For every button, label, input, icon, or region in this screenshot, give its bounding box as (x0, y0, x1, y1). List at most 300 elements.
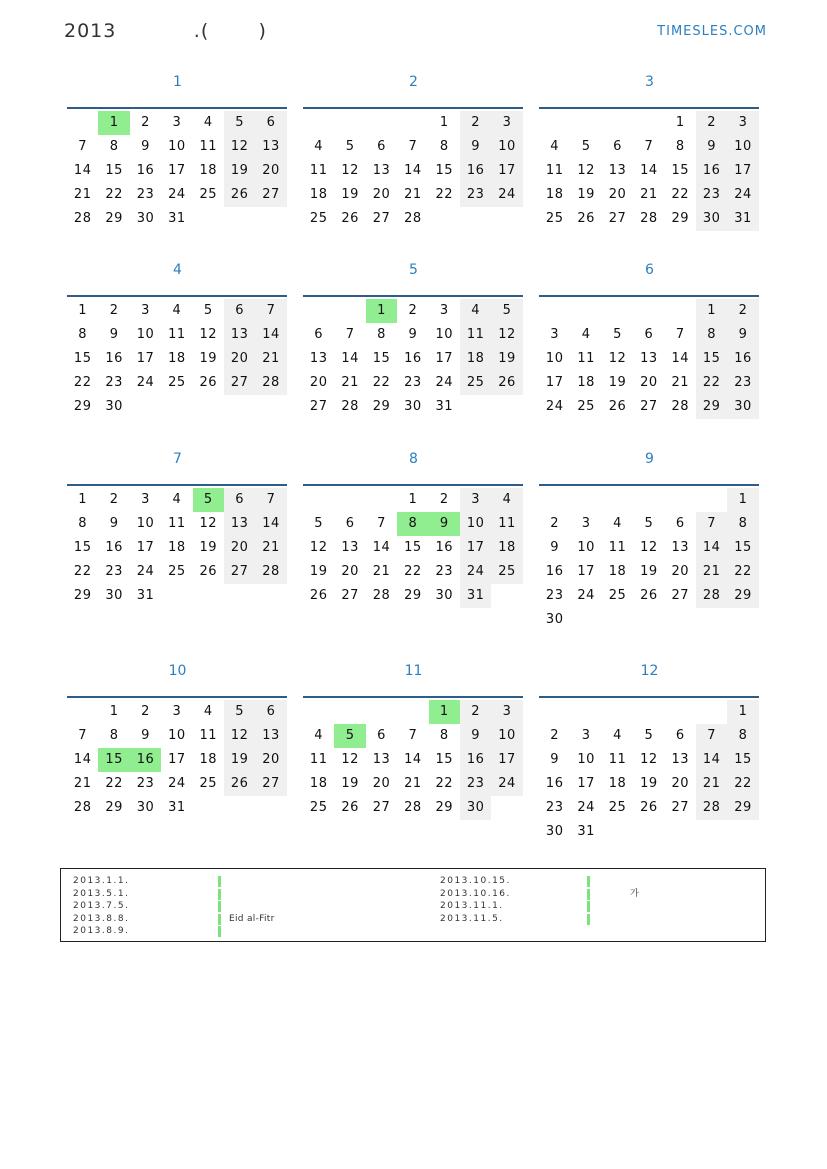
day-cell: 7 (377, 516, 386, 531)
empty-day-cell (67, 700, 98, 724)
holiday-marker (587, 876, 590, 887)
day-cell: 24 (491, 183, 522, 207)
day-cell: 8 (397, 512, 428, 536)
day-cell: 5 (193, 488, 224, 512)
empty-day-cell (397, 700, 428, 724)
day-cell: 15 (372, 351, 391, 366)
day-cell: 18 (309, 187, 328, 202)
day-cell: 18 (309, 776, 328, 791)
holiday-marker (218, 901, 221, 912)
day-cell: 20 (372, 187, 391, 202)
empty-day-cell (193, 584, 224, 608)
day-cell: 24 (545, 399, 564, 414)
day-cell: 13 (372, 163, 391, 178)
empty-day-cell (539, 299, 570, 323)
day-cell: 5 (613, 327, 622, 342)
day-cell: 6 (314, 327, 324, 342)
empty-day-cell (696, 700, 727, 724)
day-cell: 21 (404, 776, 422, 791)
day-cell: 22 (435, 776, 454, 791)
day-cell: 26 (608, 399, 627, 414)
day-cell: 12 (608, 351, 627, 366)
empty-day-cell (255, 584, 286, 608)
day-cell: 8 (78, 516, 88, 531)
empty-day-cell (334, 111, 365, 135)
day-cell: 13 (640, 351, 658, 366)
day-cell: 23 (404, 375, 422, 390)
holiday-marker (218, 876, 221, 887)
empty-day-cell (303, 111, 334, 135)
day-cell: 21 (255, 536, 286, 560)
legend-column-right (440, 875, 760, 925)
day-cell: 2 (460, 700, 491, 724)
day-cell: 20 (255, 748, 286, 772)
empty-day-cell (633, 111, 664, 135)
day-cell: 7 (644, 139, 654, 154)
day-cell: 28 (696, 584, 727, 608)
day-cell: 29 (105, 800, 123, 815)
day-cell: 9 (141, 139, 150, 154)
day-cell: 16 (435, 540, 454, 555)
month-grid (67, 696, 287, 820)
empty-day-cell (570, 700, 601, 724)
day-cell: 16 (460, 748, 491, 772)
day-cell: 30 (460, 796, 491, 820)
month-grid (303, 696, 523, 820)
day-cell: 2 (727, 299, 758, 323)
day-cell: 11 (309, 752, 328, 767)
day-cell: 5 (644, 516, 654, 531)
day-cell: 8 (109, 728, 119, 743)
day-cell: 14 (73, 752, 92, 767)
empty-day-cell (460, 207, 491, 231)
empty-day-cell (491, 395, 522, 419)
holiday-date: 2013.10.15. (440, 876, 511, 886)
day-cell: 8 (439, 728, 449, 743)
day-cell: 7 (408, 139, 418, 154)
day-cell: 27 (671, 800, 690, 815)
day-cell: 30 (105, 399, 123, 414)
day-cell: 24 (460, 560, 491, 584)
legend-entry (440, 875, 760, 888)
day-cell: 19 (224, 159, 255, 183)
day-cell: 24 (577, 800, 595, 815)
day-cell: 20 (341, 564, 359, 579)
day-cell: 25 (309, 211, 328, 226)
day-cell: 8 (109, 139, 119, 154)
day-cell: 17 (491, 748, 522, 772)
day-cell: 9 (429, 512, 460, 536)
day-cell: 27 (224, 560, 255, 584)
empty-day-cell (224, 207, 255, 231)
month-title: 8 (409, 451, 418, 467)
day-cell: 16 (545, 776, 564, 791)
day-cell: 3 (727, 111, 758, 135)
day-cell: 24 (577, 588, 595, 603)
day-cell: 23 (105, 564, 123, 579)
day-cell: 8 (377, 327, 386, 342)
day-cell: 24 (727, 183, 758, 207)
day-cell: 10 (545, 351, 564, 366)
day-cell: 12 (224, 724, 255, 748)
day-cell: 4 (314, 139, 324, 154)
day-cell: 26 (199, 375, 218, 390)
day-cell: 14 (255, 512, 286, 536)
day-cell: 5 (203, 303, 213, 318)
day-cell: 18 (168, 351, 186, 366)
day-cell: 28 (255, 371, 286, 395)
month-title: 2 (409, 74, 418, 90)
day-cell: 28 (404, 800, 422, 815)
day-cell: 17 (136, 540, 155, 555)
day-cell: 6 (644, 327, 654, 342)
day-cell: 26 (577, 211, 595, 226)
day-cell: 1 (109, 704, 119, 719)
day-cell: 1 (98, 111, 129, 135)
day-cell: 16 (545, 564, 564, 579)
empty-day-cell (491, 207, 522, 231)
holiday-date: 2013.10.16. (440, 888, 511, 899)
day-cell: 27 (372, 800, 391, 815)
day-cell: 18 (460, 347, 491, 371)
day-cell: 30 (136, 211, 155, 226)
legend-entry (73, 913, 413, 926)
month-grid (539, 696, 759, 844)
day-cell: 10 (727, 135, 758, 159)
empty-day-cell (602, 111, 633, 135)
day-cell: 18 (608, 776, 627, 791)
empty-day-cell (303, 299, 334, 323)
day-cell: 22 (105, 187, 123, 202)
empty-day-cell (539, 488, 570, 512)
day-cell: 18 (577, 375, 595, 390)
day-cell: 1 (727, 488, 758, 512)
day-cell: 21 (696, 560, 727, 584)
day-cell: 22 (671, 187, 690, 202)
day-cell: 1 (675, 115, 685, 130)
holiday-marker (218, 914, 221, 925)
day-cell: 2 (408, 303, 418, 318)
day-cell: 3 (141, 303, 150, 318)
month-title: 11 (404, 663, 423, 679)
day-cell: 3 (491, 700, 522, 724)
day-cell: 9 (727, 323, 758, 347)
day-cell: 26 (640, 588, 658, 603)
day-cell: 9 (109, 516, 119, 531)
empty-day-cell (665, 488, 696, 512)
day-cell: 23 (136, 776, 155, 791)
month-grid (67, 107, 287, 231)
empty-day-cell (429, 207, 460, 231)
day-cell: 5 (314, 516, 324, 531)
empty-day-cell (602, 700, 633, 724)
day-cell: 21 (341, 375, 359, 390)
holiday-date: 2013.5.1. (73, 888, 130, 899)
empty-day-cell (67, 111, 98, 135)
day-cell: 14 (372, 540, 391, 555)
day-cell: 10 (168, 728, 186, 743)
empty-day-cell (397, 111, 428, 135)
day-cell: 14 (696, 536, 727, 560)
legend-column-left (73, 875, 413, 938)
day-cell: 3 (581, 728, 591, 743)
day-cell: 6 (675, 516, 685, 531)
month-title: 9 (645, 451, 654, 467)
day-cell: 16 (727, 347, 758, 371)
day-cell: 30 (435, 588, 454, 603)
day-cell: 29 (105, 211, 123, 226)
month-title: 3 (645, 74, 654, 90)
day-cell: 11 (168, 327, 186, 342)
month-grid (303, 107, 523, 231)
day-cell: 16 (105, 351, 123, 366)
day-cell: 17 (460, 536, 491, 560)
empty-day-cell (602, 608, 633, 632)
day-cell: 24 (435, 375, 454, 390)
day-cell: 18 (491, 536, 522, 560)
day-cell: 23 (696, 183, 727, 207)
day-cell: 22 (105, 776, 123, 791)
day-cell: 24 (136, 564, 155, 579)
day-cell: 13 (255, 135, 286, 159)
day-cell: 11 (199, 728, 218, 743)
month-title: 1 (173, 74, 182, 90)
day-cell: 16 (136, 163, 155, 178)
empty-day-cell (633, 608, 664, 632)
day-cell: 6 (613, 139, 622, 154)
day-cell: 7 (255, 488, 286, 512)
day-cell: 24 (491, 772, 522, 796)
day-cell: 22 (73, 375, 92, 390)
day-cell: 27 (608, 211, 627, 226)
day-cell: 17 (136, 351, 155, 366)
day-cell: 7 (345, 327, 355, 342)
empty-day-cell (130, 395, 161, 419)
day-cell: 4 (172, 492, 182, 507)
empty-day-cell (570, 488, 601, 512)
empty-day-cell (255, 395, 286, 419)
day-cell: 22 (435, 187, 454, 202)
month-title: 5 (409, 262, 418, 278)
day-cell: 15 (727, 748, 758, 772)
day-cell: 6 (345, 516, 355, 531)
day-cell: 6 (224, 299, 255, 323)
day-cell: 8 (439, 139, 449, 154)
day-cell: 31 (577, 824, 595, 839)
day-cell: 15 (105, 163, 123, 178)
day-cell: 19 (577, 187, 595, 202)
empty-day-cell (696, 608, 727, 632)
day-cell: 1 (366, 299, 397, 323)
day-cell: 15 (435, 752, 454, 767)
day-cell: 19 (491, 347, 522, 371)
day-cell: 26 (224, 183, 255, 207)
day-cell: 3 (172, 704, 182, 719)
day-cell: 3 (439, 303, 449, 318)
day-cell: 3 (581, 516, 591, 531)
day-cell: 10 (491, 724, 522, 748)
day-cell: 6 (224, 488, 255, 512)
month-grid (67, 295, 287, 419)
empty-day-cell (491, 796, 522, 820)
day-cell: 8 (675, 139, 685, 154)
day-cell: 20 (255, 159, 286, 183)
empty-day-cell (491, 584, 522, 608)
day-cell: 16 (460, 159, 491, 183)
day-cell: 14 (73, 163, 92, 178)
day-cell: 20 (671, 776, 690, 791)
day-cell: 13 (255, 724, 286, 748)
day-cell: 17 (577, 776, 595, 791)
day-cell: 4 (460, 299, 491, 323)
day-cell: 31 (168, 211, 186, 226)
empty-day-cell (224, 796, 255, 820)
day-cell: 2 (696, 111, 727, 135)
day-cell: 12 (491, 323, 522, 347)
day-cell: 4 (581, 327, 591, 342)
day-cell: 15 (696, 347, 727, 371)
day-cell: 10 (491, 135, 522, 159)
day-cell: 13 (372, 752, 391, 767)
day-cell: 19 (608, 375, 627, 390)
day-cell: 15 (73, 351, 92, 366)
empty-day-cell (665, 608, 696, 632)
day-cell: 30 (136, 800, 155, 815)
day-cell: 25 (168, 564, 186, 579)
day-cell: 2 (109, 492, 119, 507)
day-cell: 13 (671, 752, 690, 767)
empty-day-cell (602, 820, 633, 844)
day-cell: 17 (168, 752, 186, 767)
day-cell: 22 (372, 375, 391, 390)
empty-day-cell (696, 820, 727, 844)
empty-day-cell (303, 700, 334, 724)
day-cell: 1 (439, 115, 449, 130)
holiday-date: 2013.11.1. (440, 901, 504, 911)
empty-day-cell (665, 700, 696, 724)
day-cell: 13 (309, 351, 328, 366)
day-cell: 6 (377, 728, 386, 743)
day-cell: 13 (224, 323, 255, 347)
day-cell: 30 (404, 399, 422, 414)
legend-entry (73, 925, 413, 938)
empty-day-cell (334, 700, 365, 724)
day-cell: 19 (341, 187, 359, 202)
day-cell: 3 (460, 488, 491, 512)
empty-day-cell (570, 299, 601, 323)
day-cell: 13 (608, 163, 627, 178)
day-cell: 8 (696, 323, 727, 347)
day-cell: 12 (640, 752, 658, 767)
empty-day-cell (602, 299, 633, 323)
day-cell: 4 (491, 488, 522, 512)
day-cell: 24 (168, 776, 186, 791)
day-cell: 25 (309, 800, 328, 815)
day-cell: 4 (203, 704, 213, 719)
day-cell: 5 (224, 111, 255, 135)
day-cell: 14 (671, 351, 690, 366)
day-cell: 25 (577, 399, 595, 414)
day-cell: 5 (224, 700, 255, 724)
day-cell: 23 (435, 564, 454, 579)
day-cell: 25 (608, 588, 627, 603)
day-cell: 31 (460, 584, 491, 608)
day-cell: 28 (341, 399, 359, 414)
holiday-date: 2013.8.9. (73, 926, 130, 936)
day-cell: 1 (696, 299, 727, 323)
day-cell: 26 (309, 588, 328, 603)
day-cell: 4 (314, 728, 324, 743)
day-cell: 29 (671, 211, 690, 226)
month-title: 6 (645, 262, 654, 278)
day-cell: 25 (199, 187, 218, 202)
empty-day-cell (633, 820, 664, 844)
day-cell: 28 (671, 399, 690, 414)
holiday-legend (60, 868, 766, 942)
day-cell: 26 (224, 772, 255, 796)
day-cell: 15 (98, 748, 129, 772)
empty-day-cell (366, 700, 397, 724)
empty-day-cell (665, 820, 696, 844)
empty-day-cell (161, 584, 192, 608)
day-cell: 4 (613, 728, 622, 743)
day-cell: 12 (309, 540, 328, 555)
day-cell: 27 (671, 588, 690, 603)
day-cell: 1 (78, 492, 88, 507)
day-cell: 2 (141, 704, 150, 719)
empty-day-cell (334, 299, 365, 323)
day-cell: 20 (309, 375, 328, 390)
empty-day-cell (633, 299, 664, 323)
day-cell: 23 (460, 183, 491, 207)
empty-day-cell (570, 111, 601, 135)
day-cell: 10 (136, 327, 155, 342)
holiday-marker (587, 901, 590, 912)
day-cell: 20 (224, 347, 255, 371)
day-cell: 24 (168, 187, 186, 202)
day-cell: 28 (640, 211, 658, 226)
day-cell: 26 (199, 564, 218, 579)
empty-day-cell (727, 820, 758, 844)
day-cell: 27 (640, 399, 658, 414)
day-cell: 19 (199, 351, 218, 366)
empty-day-cell (334, 488, 365, 512)
day-cell: 18 (545, 187, 564, 202)
day-cell: 21 (73, 776, 92, 791)
day-cell: 29 (696, 395, 727, 419)
day-cell: 17 (545, 375, 564, 390)
day-cell: 9 (460, 135, 491, 159)
day-cell: 28 (404, 211, 422, 226)
brand-logo[interactable]: TIMESLES.COM (657, 24, 767, 39)
day-cell: 19 (199, 540, 218, 555)
day-cell: 26 (341, 211, 359, 226)
day-cell: 25 (199, 776, 218, 791)
day-cell: 27 (255, 183, 286, 207)
day-cell: 3 (491, 111, 522, 135)
day-cell: 14 (640, 163, 658, 178)
day-cell: 9 (408, 327, 418, 342)
day-cell: 13 (224, 512, 255, 536)
day-cell: 25 (491, 560, 522, 584)
empty-day-cell (224, 395, 255, 419)
day-cell: 14 (341, 351, 359, 366)
day-cell: 11 (491, 512, 522, 536)
empty-day-cell (665, 299, 696, 323)
legend-entry (73, 888, 413, 901)
empty-day-cell (255, 796, 286, 820)
empty-day-cell (224, 584, 255, 608)
